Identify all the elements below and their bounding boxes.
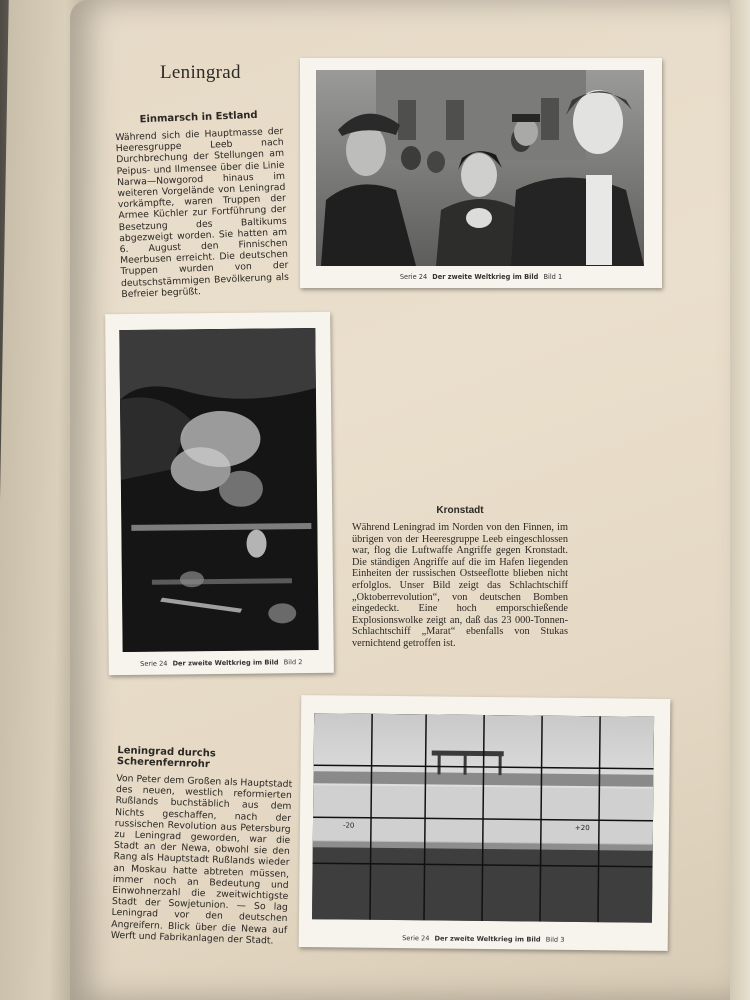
- picture-card-2: [105, 312, 334, 675]
- article-heading: Einmarsch in Estland: [139, 109, 258, 126]
- article-heading: Kronstadt: [436, 505, 484, 516]
- card-caption: [300, 273, 662, 281]
- card-title: Der zweite Weltkrieg im Bild: [434, 934, 541, 944]
- reticle-mark-left: -20: [342, 821, 355, 830]
- page-title: Leningrad: [160, 62, 241, 83]
- picture-card-3: [299, 695, 671, 951]
- card-caption: [109, 658, 334, 668]
- card-number: Bild 3: [545, 935, 565, 944]
- reticle-mark-right: +20: [574, 823, 590, 833]
- aerial-harbor-photo: [119, 328, 318, 652]
- article-body: Von Peter dem Großen als Hauptstadt des neuen, westlich reformierten Rußlands buchstäblich aus dem Nichts geschaffen, nach der russischen Revolution aus Petersburg zu Leningrad geworden, war die Stadt an der Newa, obwohl sie den Rang als Hauptstadt Rußlands wieder an Moskau hatte abtreten müssen, immer noch an Bedeutung und Einwohnerzahl die zweitwichtigste Stadt der Sowjetunion. — So lag Leningrad vor den deutschen Angreifern. Blick über die Newa auf Werft und Fabrikanlagen der Stadt.: [110, 772, 293, 947]
- card-series: Serie 24: [140, 659, 168, 668]
- article-body: Während sich die Hauptmasse der Heeresgruppe Leeb nach Durchbrechung der Stellungen am Peipus- und Ilmensee über die Linie Narwa—Nowgorod hinaus im weiteren Vorgelände von Leningrad vorkämpfte, waren Truppen der Armee Küchler zur Fortführung der Besetzung des Baltikums abgezweigt worden. Sie hatten am 6. August den Finnischen Meerbusen erreicht. Die deutschen Truppen wurden von der deutschstämmigen Bevölkerung als Befreier begrüßt.: [115, 125, 290, 301]
- card-title: Der zweite Weltkrieg im Bild: [432, 273, 539, 281]
- card-number: Bild 2: [283, 658, 303, 667]
- article-kronstadt: [352, 505, 568, 650]
- periscope-view-photo: [312, 713, 654, 923]
- article-body: Während Leningrad im Norden von den Finnen, im übrigen von der Heeresgruppe Leeb eingeschlossen war, flog die Luftwaffe Angriffe gegen Kronstadt. Die ständigen Angriffe auf die im Hafen liegenden Einheiten der russischen Ostseeflotte blieben nicht erfolglos. Unser Bild zeigt das Schlachtschiff „Oktoberrevolution“, von deutschen Bomben eingedeckt. Eine hoch emporschießende Explosionswolke zeigt an, daß das 23 000-Tonnen-Schlachtschiff „Marat“ ebenfalls von Stukas vernichtend getroffen ist.: [352, 522, 568, 649]
- card-title: Der zweite Weltkrieg im Bild: [172, 658, 279, 668]
- card-series: Serie 24: [402, 934, 430, 943]
- article-heading: Leningrad durchs Scherenfernrohr: [116, 744, 216, 771]
- card-number: Bild 1: [543, 273, 563, 281]
- article-einmarsch: [115, 109, 290, 300]
- picture-card-1: [300, 58, 662, 288]
- article-scherenfernrohr: [111, 745, 294, 947]
- right-page-edge: [728, 0, 750, 1000]
- card-series: Serie 24: [399, 273, 428, 281]
- card-caption: [299, 933, 668, 945]
- crowd-photo: [316, 70, 644, 266]
